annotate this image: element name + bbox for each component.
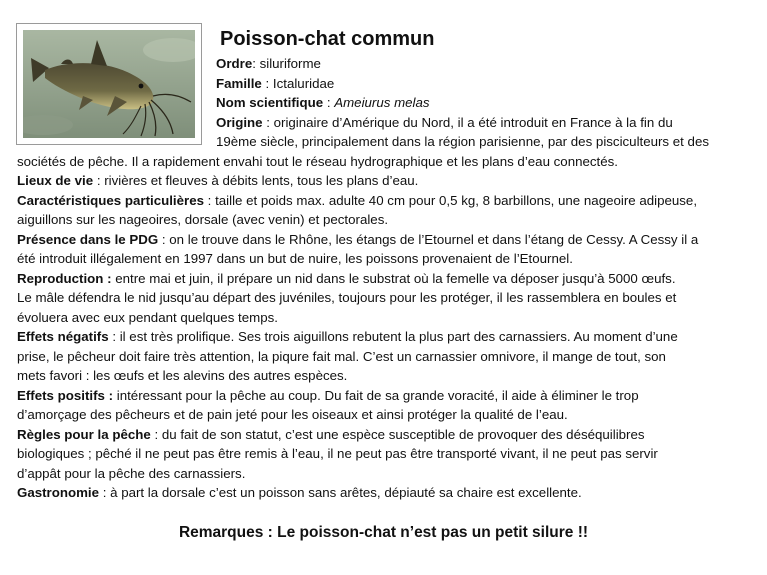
regles-text-1: : du fait de son statut, c’est une espèce susceptible de provoquer des déséquilibres [150, 426, 645, 442]
fish-photo [16, 23, 202, 145]
effets-negatifs-line-2: prise, le pêcheur doit faire très attention, la piqure fait mal. C’est un carnassier omnivore, il mange de tout, son [17, 348, 666, 364]
reproduction-line-3: évoluera avec eux pendant quelques temps. [17, 309, 278, 325]
famille-label: Famille [216, 75, 262, 91]
effets-negatifs-line-1 [17, 327, 678, 347]
ordre-value: : siluriforme [252, 56, 321, 71]
caracteristiques-line-2: aiguillons sur les nageoires, dorsale (avec venin) et pectorales. [17, 212, 389, 227]
origine-line-3: sociétés de pêche. Il a rapidement envahi tout le réseau hydrographique et les plans d’eau connectés. [17, 153, 618, 169]
reproduction-text-1: entre mai et juin, il prépare un nid dans le substrat où la femelle va déposer jusqu’à 5000 œufs. [111, 270, 676, 286]
nom-scientifique-value: Ameiurus melas [334, 95, 430, 110]
gastronomie-text: : à part la dorsale c’est un poisson sans arêtes, dépiauté sa chaire est excellente. [99, 485, 582, 500]
presence-line-2: été introduit illégalement en 1997 dans un but de nuire, les poissons provenaient de l’Etournel. [17, 251, 573, 266]
gastronomie-row [17, 483, 582, 503]
regles-label: Règles pour la pêche [17, 426, 151, 442]
caracteristiques-text-1: : taille et poids max. adulte 40 cm pour 0,5 kg, 8 barbillons, une nageoire adipeuse, [203, 192, 698, 208]
caracteristiques-line-1 [17, 191, 697, 211]
effets-negatifs-label: Effets négatifs [17, 329, 109, 344]
origine-line-2: 19ème siècle, principalement dans la région parisienne, par des pisciculteurs et des [216, 134, 709, 149]
presence-label: Présence dans le PDG [17, 231, 159, 247]
effets-positifs-text-1: intéressant pour la pêche au coup. Du fait de sa grande voracité, il aide à éliminer le trop [116, 387, 639, 403]
lieux-label: Lieux de vie [17, 173, 94, 188]
regles-line-3: d’appât pour la pêche des carnassiers. [17, 465, 246, 481]
reproduction-label: Reproduction : [17, 270, 112, 286]
effets-negatifs-line-3: mets favori : les œufs et les alevins des autres espèces. [17, 368, 348, 383]
remarque-note: Remarques : Le poisson-chat n’est pas un petit silure !! [178, 524, 589, 541]
ordre-row [216, 54, 321, 74]
catfish-illustration [23, 30, 195, 138]
effets-negatifs-text-1: : il est très prolifique. Ses trois aiguillons rebutent la plus part des carnassiers. Au moment d’une [108, 329, 678, 344]
effets-positifs-line-2: d’amorçage des pêcheurs et de pain jeté pour les oiseaux et ainsi protéger la qualité de l’eau. [17, 407, 568, 422]
regles-line-2: biologiques ; pêché il ne peut pas être remis à l’eau, il ne peut pas être transporté vivant, il ne peut pas servir [17, 446, 658, 461]
famille-value: : Ictaluridae [261, 75, 335, 91]
reproduction-line-1 [17, 269, 676, 289]
nom-scientifique-label: Nom scientifique [216, 95, 324, 110]
origine-text-1: : originaire d’Amérique du Nord, il a été introduit en France à la fin du [262, 114, 673, 130]
ordre-label: Ordre [216, 56, 253, 71]
presence-line-1 [17, 230, 698, 250]
lieux-text: : rivières et fleuves à débits lents, tous les plans d’eau. [93, 173, 419, 188]
gastronomie-label: Gastronomie [17, 485, 100, 500]
effets-positifs-line-1 [17, 386, 639, 406]
nom-scientifique-sep: : [323, 95, 335, 110]
origine-line-1 [216, 113, 673, 133]
caracteristiques-label: Caractéristiques particulières [17, 192, 204, 208]
regles-line-1 [17, 425, 645, 445]
lieux-row [17, 171, 418, 191]
page-title: Poisson-chat commun [220, 28, 435, 50]
reproduction-line-2: Le mâle défendra le nid jusqu’au départ des juvéniles, toujours pour les protéger, il les rassemblera en boules et [17, 290, 677, 305]
famille-row [216, 74, 334, 94]
nom-scientifique-row [216, 93, 430, 113]
origine-label: Origine [216, 114, 263, 130]
presence-text-1: : on le trouve dans le Rhône, les étangs de l’Etournel et dans l’étang de Cessy. A Cessy il a [158, 231, 699, 247]
effets-positifs-label: Effets positifs : [17, 387, 114, 403]
